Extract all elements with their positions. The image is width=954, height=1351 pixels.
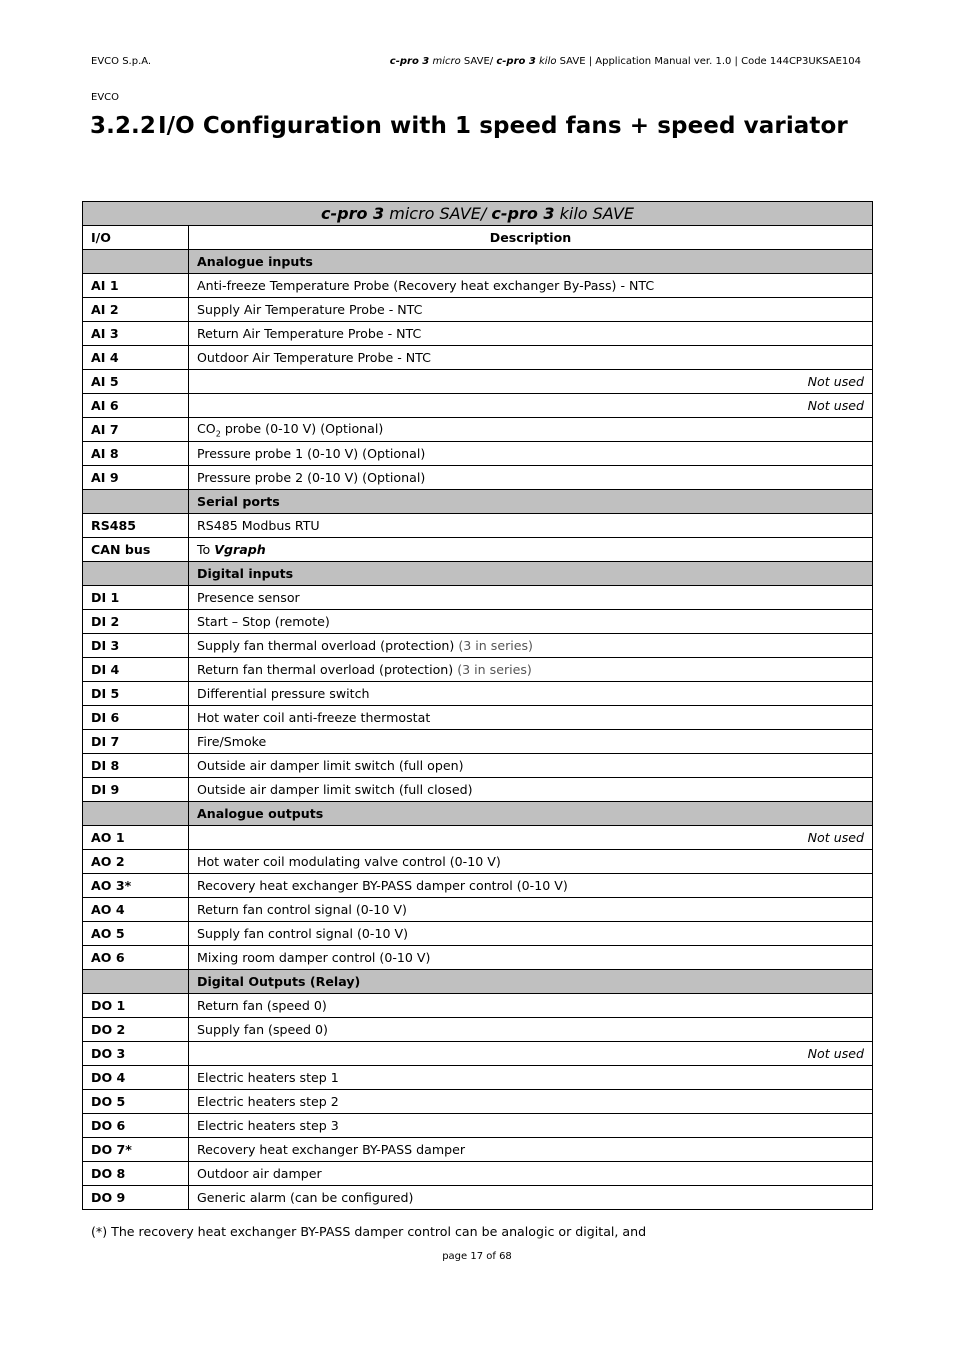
table-row bbox=[83, 610, 873, 634]
io-description: Fire/Smoke bbox=[189, 730, 873, 754]
can-desc-vgraph: Vgraph bbox=[214, 542, 266, 557]
desc-main: Return fan thermal overload (protection) bbox=[197, 662, 458, 677]
table-row bbox=[83, 922, 873, 946]
io-id: RS485 bbox=[83, 514, 189, 538]
io-id: DO 8 bbox=[83, 1162, 189, 1186]
io-description: Differential pressure switch bbox=[189, 682, 873, 706]
table-row bbox=[83, 730, 873, 754]
io-id: AI 6 bbox=[83, 394, 189, 418]
co2-subscript: 2 bbox=[215, 429, 221, 439]
section-label: Digital Outputs (Relay) bbox=[189, 970, 873, 994]
table-row bbox=[83, 874, 873, 898]
io-id: DI 1 bbox=[83, 586, 189, 610]
io-id: AI 7 bbox=[83, 418, 189, 442]
io-description: Recovery heat exchanger BY-PASS damper control (0-10 V) bbox=[189, 874, 873, 898]
section-label: Analogue inputs bbox=[189, 250, 873, 274]
desc-note: (3 in series) bbox=[458, 638, 533, 653]
io-description: Return fan control signal (0-10 V) bbox=[189, 898, 873, 922]
header-product-b-bold: c-pro 3 bbox=[496, 56, 536, 67]
io-description: Return fan (speed 0) bbox=[189, 994, 873, 1018]
io-id: DI 6 bbox=[83, 706, 189, 730]
io-id: DO 7* bbox=[83, 1138, 189, 1162]
io-description: Anti-freeze Temperature Probe (Recovery heat exchanger By-Pass) - NTC bbox=[189, 274, 873, 298]
io-id: DO 1 bbox=[83, 994, 189, 1018]
io-configuration-table bbox=[82, 201, 873, 1210]
io-id: AI 9 bbox=[83, 466, 189, 490]
io-id: DI 2 bbox=[83, 610, 189, 634]
io-description bbox=[189, 418, 873, 442]
page-number: page 17 of 68 bbox=[442, 1251, 512, 1262]
io-description: Start – Stop (remote) bbox=[189, 610, 873, 634]
table-row bbox=[83, 1042, 873, 1066]
not-used-label: Not used bbox=[189, 1042, 873, 1066]
section-cell-empty bbox=[83, 562, 189, 586]
io-description: Supply fan control signal (0-10 V) bbox=[189, 922, 873, 946]
io-description: Generic alarm (can be configured) bbox=[189, 1186, 873, 1210]
io-description: Return Air Temperature Probe - NTC bbox=[189, 322, 873, 346]
io-id: AI 3 bbox=[83, 322, 189, 346]
table-row bbox=[83, 1138, 873, 1162]
not-used-label: Not used bbox=[189, 370, 873, 394]
io-description bbox=[189, 634, 873, 658]
section-row-digital-inputs bbox=[83, 562, 873, 586]
io-id: DI 3 bbox=[83, 634, 189, 658]
io-id: DO 9 bbox=[83, 1186, 189, 1210]
io-description: Electric heaters step 3 bbox=[189, 1114, 873, 1138]
brand-label: EVCO bbox=[91, 92, 120, 103]
io-description: Recovery heat exchanger BY-PASS damper bbox=[189, 1138, 873, 1162]
table-row bbox=[83, 994, 873, 1018]
header-document-info bbox=[390, 56, 861, 67]
io-id: DI 5 bbox=[83, 682, 189, 706]
io-description: RS485 Modbus RTU bbox=[189, 514, 873, 538]
io-id: DO 2 bbox=[83, 1018, 189, 1042]
section-label: Serial ports bbox=[189, 490, 873, 514]
io-description: Supply fan (speed 0) bbox=[189, 1018, 873, 1042]
table-title-part1-italic: micro SAVE/ bbox=[384, 204, 492, 223]
header-product-a-italic: micro bbox=[432, 56, 461, 67]
not-used-label: Not used bbox=[189, 394, 873, 418]
io-id: DO 3 bbox=[83, 1042, 189, 1066]
io-id: AI 5 bbox=[83, 370, 189, 394]
io-description: Hot water coil anti-freeze thermostat bbox=[189, 706, 873, 730]
io-id: AO 6 bbox=[83, 946, 189, 970]
section-label: Analogue outputs bbox=[189, 802, 873, 826]
io-id: DO 5 bbox=[83, 1090, 189, 1114]
co2-prefix: CO bbox=[197, 420, 216, 436]
table-row bbox=[83, 418, 873, 442]
io-description: Pressure probe 1 (0-10 V) (Optional) bbox=[189, 442, 873, 466]
table-row bbox=[83, 898, 873, 922]
table-row bbox=[83, 538, 873, 562]
column-header-io: I/O bbox=[83, 226, 189, 250]
io-id: DI 4 bbox=[83, 658, 189, 682]
table-row bbox=[83, 706, 873, 730]
table-row bbox=[83, 394, 873, 418]
table-row bbox=[83, 946, 873, 970]
io-id: AO 5 bbox=[83, 922, 189, 946]
io-description bbox=[189, 538, 873, 562]
io-id: AO 1 bbox=[83, 826, 189, 850]
table-row bbox=[83, 586, 873, 610]
desc-note: (3 in series) bbox=[457, 662, 532, 677]
table-row bbox=[83, 1186, 873, 1210]
table-row bbox=[83, 298, 873, 322]
io-id: AI 4 bbox=[83, 346, 189, 370]
table-row bbox=[83, 682, 873, 706]
io-id: AO 3* bbox=[83, 874, 189, 898]
io-description: Mixing room damper control (0-10 V) bbox=[189, 946, 873, 970]
column-header-description: Description bbox=[189, 226, 873, 250]
table-row bbox=[83, 514, 873, 538]
table-title-part2-bold: c-pro 3 bbox=[491, 204, 555, 223]
table-row bbox=[83, 826, 873, 850]
io-description: Presence sensor bbox=[189, 586, 873, 610]
io-description: Electric heaters step 1 bbox=[189, 1066, 873, 1090]
section-number: 3.2.2 bbox=[90, 113, 156, 139]
io-id: AI 8 bbox=[83, 442, 189, 466]
io-description: Electric heaters step 2 bbox=[189, 1090, 873, 1114]
table-row bbox=[83, 274, 873, 298]
table-row bbox=[83, 1114, 873, 1138]
section-cell-empty bbox=[83, 490, 189, 514]
section-title: I/O Configuration with 1 speed fans + speed variator bbox=[158, 113, 848, 139]
io-description: Outdoor Air Temperature Probe - NTC bbox=[189, 346, 873, 370]
io-description: Supply Air Temperature Probe - NTC bbox=[189, 298, 873, 322]
header-company: EVCO S.p.A. bbox=[91, 56, 152, 67]
io-id: AI 2 bbox=[83, 298, 189, 322]
section-row-serial-ports bbox=[83, 490, 873, 514]
section-label: Digital inputs bbox=[189, 562, 873, 586]
section-cell-empty bbox=[83, 802, 189, 826]
header-product-b-rest: SAVE | Application Manual ver. 1.0 | Code 144CP3UKSAE104 bbox=[556, 56, 861, 67]
io-description: Hot water coil modulating valve control (0-10 V) bbox=[189, 850, 873, 874]
io-id: CAN bus bbox=[83, 538, 189, 562]
io-description: Outside air damper limit switch (full open) bbox=[189, 754, 873, 778]
header-product-b-italic: kilo bbox=[539, 56, 557, 67]
table-footnote: (*) The recovery heat exchanger BY-PASS damper control can be analogic or digital, and bbox=[91, 1224, 647, 1239]
table-row bbox=[83, 1018, 873, 1042]
io-id: DO 6 bbox=[83, 1114, 189, 1138]
section-row-analogue-inputs bbox=[83, 250, 873, 274]
io-id: DI 8 bbox=[83, 754, 189, 778]
section-cell-empty bbox=[83, 250, 189, 274]
table-title-part2-italic: kilo SAVE bbox=[554, 204, 635, 223]
section-row-digital-outputs bbox=[83, 970, 873, 994]
io-id: AO 4 bbox=[83, 898, 189, 922]
table-row bbox=[83, 778, 873, 802]
table-row bbox=[83, 370, 873, 394]
section-row-analogue-outputs bbox=[83, 802, 873, 826]
column-header-row bbox=[83, 226, 873, 250]
table-title-row bbox=[83, 202, 873, 226]
table-row bbox=[83, 346, 873, 370]
io-id: DO 4 bbox=[83, 1066, 189, 1090]
co2-suffix: probe (0-10 V) (Optional) bbox=[220, 420, 384, 436]
io-description: Outdoor air damper bbox=[189, 1162, 873, 1186]
io-id: DI 9 bbox=[83, 778, 189, 802]
desc-main: Supply fan thermal overload (protection) bbox=[197, 638, 459, 653]
table-title bbox=[83, 202, 873, 226]
table-row bbox=[83, 466, 873, 490]
io-id: DI 7 bbox=[83, 730, 189, 754]
table-row bbox=[83, 322, 873, 346]
table-row bbox=[83, 1066, 873, 1090]
table-title-part1-bold: c-pro 3 bbox=[320, 204, 385, 223]
table-row bbox=[83, 1090, 873, 1114]
io-description bbox=[189, 658, 873, 682]
table-row bbox=[83, 658, 873, 682]
not-used-label: Not used bbox=[189, 826, 873, 850]
table-row bbox=[83, 1162, 873, 1186]
section-heading bbox=[90, 113, 848, 139]
can-desc-prefix: To bbox=[197, 542, 215, 557]
io-description: Pressure probe 2 (0-10 V) (Optional) bbox=[189, 466, 873, 490]
table-row bbox=[83, 850, 873, 874]
io-id: AO 2 bbox=[83, 850, 189, 874]
section-cell-empty bbox=[83, 970, 189, 994]
io-id: AI 1 bbox=[83, 274, 189, 298]
table-row bbox=[83, 754, 873, 778]
table-row bbox=[83, 442, 873, 466]
header-product-a-bold: c-pro 3 bbox=[389, 56, 430, 67]
header-product-a-rest: SAVE/ bbox=[460, 56, 497, 67]
io-description: Outside air damper limit switch (full closed) bbox=[189, 778, 873, 802]
table-row bbox=[83, 634, 873, 658]
